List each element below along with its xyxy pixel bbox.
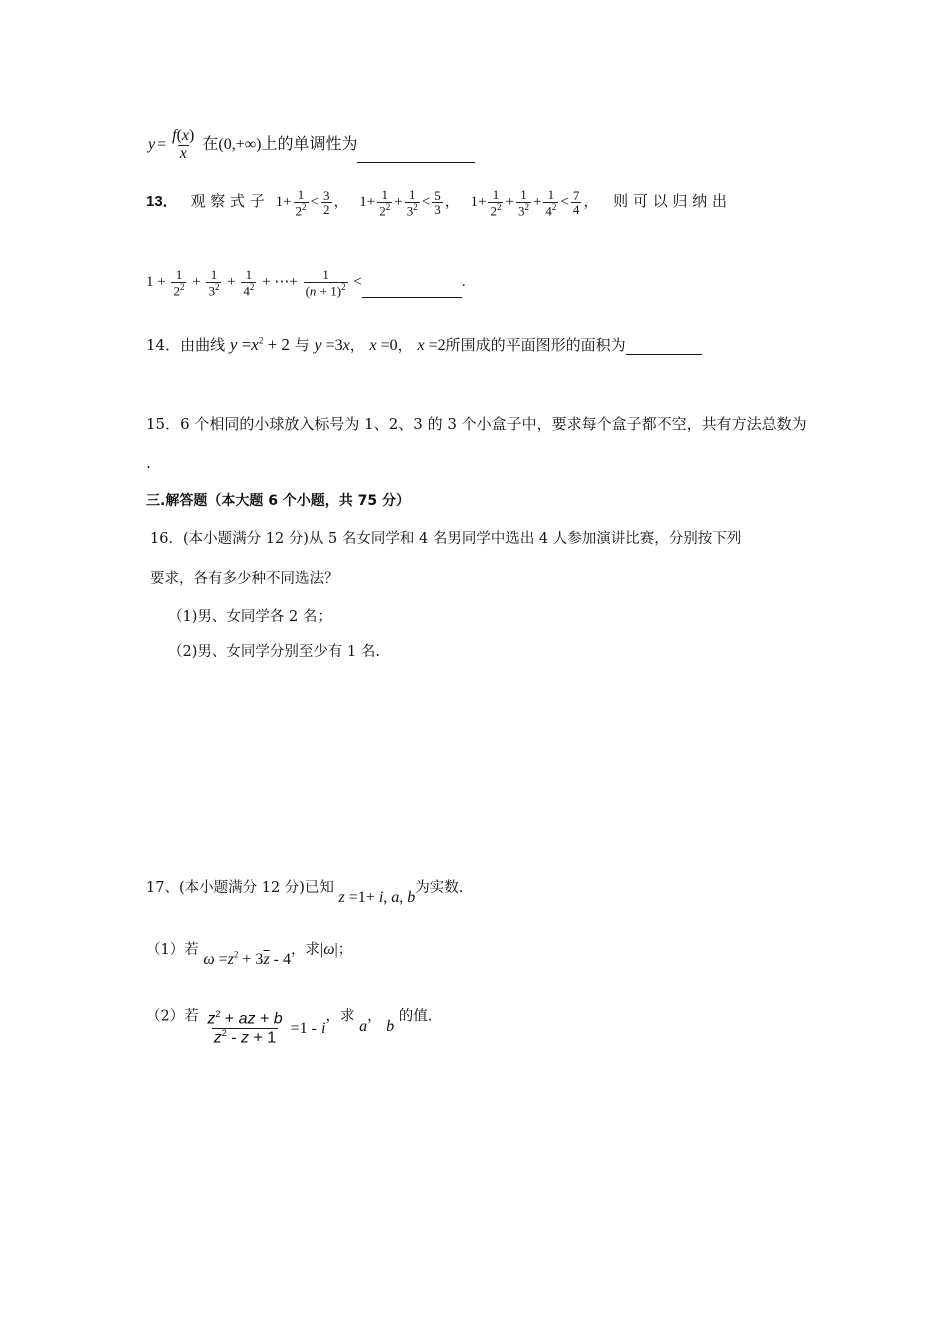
q17-part2-line bbox=[146, 998, 433, 1047]
q14-and: 与 bbox=[294, 336, 310, 354]
q13-conclusion: 则 可 以 归 纳 出 bbox=[613, 192, 728, 211]
q16-line2: 要求，各有多少种不同选法？ bbox=[150, 571, 339, 587]
q17-part2-sep: ， bbox=[367, 1008, 382, 1025]
q17-part1-ask: ，求 bbox=[291, 942, 320, 958]
q14-x0: x =0 bbox=[369, 337, 398, 354]
q12-interval: (0,+∞) bbox=[218, 135, 262, 153]
q13-ineq2: 1+ $\frac{1}{2^2}$ + $\frac{1}{3^2}$ < $\frac{5}{3}$ bbox=[359, 187, 441, 218]
q16-part2: （2)男、女同学分别至少有 1 名. bbox=[168, 644, 380, 660]
q12-answer-blank bbox=[357, 146, 475, 163]
q13-sep-1: ， bbox=[333, 192, 349, 211]
q17-part2-end: 的值. bbox=[398, 1008, 433, 1025]
q12-text-after: 上的单调性为 bbox=[261, 133, 358, 153]
q17-var-b: b bbox=[386, 1017, 395, 1035]
q14-answer-blank bbox=[626, 338, 702, 355]
q13-sep-3: ， bbox=[583, 192, 599, 211]
q13-line2: 1 + $\frac{1}{2^2}$ + $\frac{1}{3^2}$ + $\frac{1}{4^2}$ + ⋯+ $\frac{1}{(n + 1)^2}$ < . bbox=[146, 267, 466, 298]
q13-tail: . bbox=[461, 274, 466, 291]
q17-rhs: =1 - i bbox=[286, 1019, 326, 1037]
section-3-heading: 三.解答题（本大题 6 个小题，共 75 分） bbox=[146, 493, 411, 509]
q17-after: 为实数. bbox=[415, 880, 464, 896]
q15-text: 15．6 个相同的小球放入标号为 1、2、3 的 3 个小盒子中，要求每个盒子都不空，共有方法总数为 bbox=[146, 415, 807, 433]
q14-number: 14．由曲线 bbox=[146, 336, 226, 354]
q14-sep-1: ， bbox=[349, 336, 365, 354]
q13-line1 bbox=[146, 188, 727, 218]
q13-ineq1: 1+ $\frac{1}{2^2}$ < $\frac{3}{2}$ bbox=[275, 187, 330, 218]
q17-part1-label: （1）若 bbox=[146, 942, 199, 958]
q13-ineq3: 1+ $\frac{1}{2^2}$ + $\frac{1}{3^2}$ + $\frac{1}{4^2}$ < $\frac{7}{4}$ bbox=[470, 187, 580, 218]
q17-part2-label: （2）若 bbox=[146, 1008, 199, 1025]
q16-part1: （1)男、女同学各 2 名； bbox=[168, 609, 332, 625]
q14-sep-2: ， bbox=[397, 336, 413, 354]
q13-number: 13． bbox=[146, 193, 178, 211]
q17-part2-ask: ，求 bbox=[325, 1008, 355, 1025]
q17-part1-line bbox=[146, 938, 353, 968]
q12-formula-line: y = $\frac{f(x)}{x}$ 在(0,+∞)上的单调性为 bbox=[148, 128, 475, 163]
q14-line-eq: y =3x bbox=[314, 337, 350, 354]
q15-tail: . bbox=[146, 454, 151, 472]
q17-omega-abs: |ω| bbox=[320, 941, 338, 958]
q13-sep-2: ， bbox=[444, 192, 460, 211]
q13-answer-blank bbox=[362, 281, 462, 298]
q17-intro-line bbox=[146, 876, 464, 906]
q17-part1-end: ； bbox=[337, 942, 353, 958]
q14-x2: x =2 bbox=[417, 337, 446, 354]
q17-omega-def: $\omega =z^2 + 3\overline{z} - 4$ bbox=[203, 949, 291, 968]
q17-var-a: a bbox=[359, 1017, 368, 1035]
q16-line1: 16．(本小题满分 12 分)从 5 名女同学和 4 名男同学中选出 4 人参加演讲比赛，分别按下列 bbox=[150, 531, 742, 547]
q14-end: 所围成的平面图形的面积为 bbox=[445, 336, 626, 354]
q13-intro: 观 察 式 子 bbox=[190, 192, 265, 211]
q17-fraction: $\frac{z^2 + az + b}{z^2 - z + 1}$ bbox=[207, 1009, 283, 1047]
q12-text-zai: 在 bbox=[202, 133, 219, 153]
q14-curve: $y =x^2 + 2$ bbox=[229, 335, 290, 354]
q17-z-def: z =1+ i, a, b bbox=[338, 889, 416, 906]
q17-intro: 17、(本小题满分 12 分)已知 bbox=[146, 880, 334, 896]
q14-line bbox=[146, 334, 702, 355]
